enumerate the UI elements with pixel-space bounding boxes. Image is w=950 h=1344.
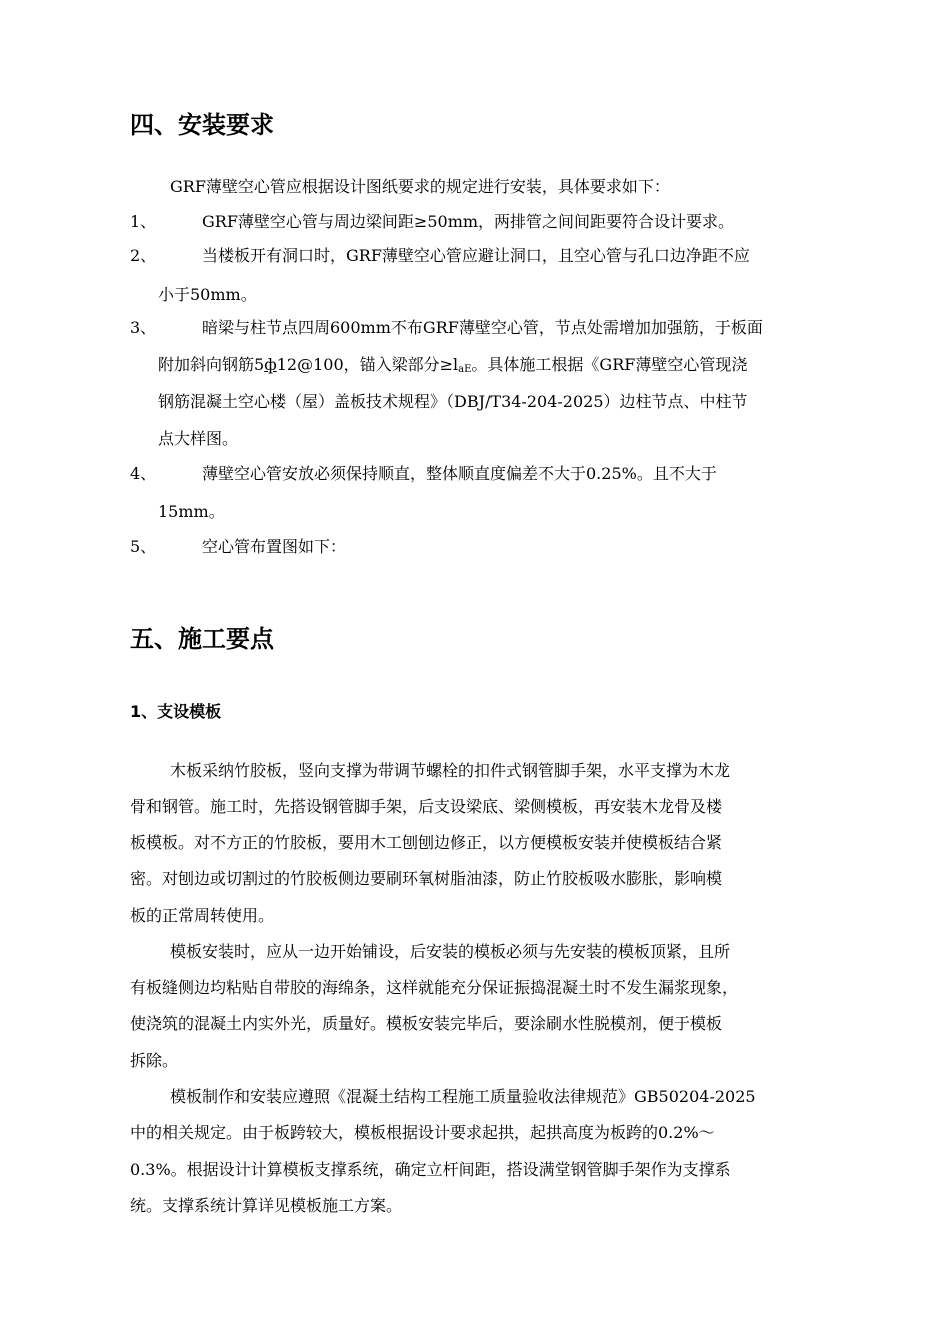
item-3-line-2 — [158, 354, 747, 381]
item-3-line-4: 点大样图。 — [158, 429, 239, 448]
item-4-line-1: 薄壁空心管安放必须保持顺直，整体顺直度偏差不大于0.25%。且不大于 — [202, 464, 717, 483]
item-3-line-2-c: 。具体施工根据《GRF薄壁空心管现浇 — [471, 355, 748, 374]
para2-line-3: 使浇筑的混凝土内实外光，质量好。模板安装完毕后，要涂刷水性脱模剂，便于模板 — [130, 1014, 723, 1033]
item-4-line-2: 15mm。 — [158, 502, 225, 521]
item-1-line-1: GRF薄壁空心管与周边梁间距≥50mm，两排管之间间距要符合设计要求。 — [202, 212, 735, 231]
subsection-heading-1: 1、支设模板 — [130, 702, 222, 721]
item-5-line-1: 空心管布置图如下： — [202, 537, 347, 556]
item-3-number: 3、 — [130, 318, 157, 337]
item-3-line-2-b: 12@100，锚入梁部分≥l — [276, 355, 459, 374]
para3-line-4: 统。支撑系统计算详见模板施工方案。 — [130, 1196, 403, 1215]
para3-line-3: 0.3%。根据设计计算模板支撑系统，确定立杆间距，搭设满堂钢管脚手架作为支撑系 — [130, 1160, 731, 1179]
item-2-number: 2、 — [130, 246, 157, 265]
phi-symbol: ф — [264, 355, 277, 374]
para1-line-1: 木板采纳竹胶板，竖向支撑为带调节螺栓的扣件式钢管脚手架，水平支撑为木龙 — [170, 761, 731, 780]
para2-line-4: 拆除。 — [130, 1051, 179, 1070]
item-2-line-2: 小于50mm。 — [158, 285, 257, 304]
para1-line-2: 骨和钢管。施工时，先搭设钢管脚手架，后支设梁底、梁侧模板，再安装木龙骨及楼 — [130, 797, 723, 816]
para3-line-2: 中的相关规定。由于板跨较大，模板根据设计要求起拱，起拱高度为板跨的0.2%～ — [130, 1123, 715, 1142]
para1-line-5: 板的正常周转使用。 — [130, 906, 275, 925]
item-1-number: 1、 — [130, 212, 157, 231]
section-heading-4: 四、安装要求 — [130, 111, 274, 139]
item-5-number: 5、 — [130, 537, 157, 556]
para2-line-1: 模板安装时，应从一边开始铺设，后安装的模板必须与先安装的模板顶紧，且所 — [170, 942, 731, 961]
para3-line-1: 模板制作和安装应遵照《混凝土结构工程施工质量验收法律规范》GB50204-2025 — [170, 1087, 756, 1106]
section-heading-5: 五、施工要点 — [130, 625, 274, 653]
item-4-number: 4、 — [130, 464, 157, 483]
para2-line-2: 有板缝侧边均粘贴自带胶的海绵条，这样就能充分保证振捣混凝土时不发生漏浆现象， — [130, 978, 739, 997]
subscript-ae: aE — [458, 364, 472, 375]
item-2-line-1: 当楼板开有洞口时，GRF薄壁空心管应避让洞口，且空心管与孔口边净距不应 — [202, 246, 750, 265]
item-3-line-2-a: 附加斜向钢筋5 — [158, 355, 265, 374]
para1-line-4: 密。对刨边或切割过的竹胶板侧边要刷环氧树脂油漆，防止竹胶板吸水膨胀，影响模 — [130, 869, 723, 888]
item-3-line-3: 钢筋混凝土空心楼（屋）盖板技术规程》（DBJ/T34-204-2025）边柱节点、中柱节 — [158, 392, 748, 411]
section4-intro: GRF薄壁空心管应根据设计图纸要求的规定进行安装，具体要求如下： — [170, 177, 670, 196]
para1-line-3: 板模板。对不方正的竹胶板，要用木工刨刨边修正，以方便模板安装并使模板结合紧 — [130, 833, 723, 852]
item-3-line-1: 暗梁与柱节点四周600mm不布GRF薄壁空心管，节点处需增加加强筋，于板面 — [202, 318, 763, 337]
